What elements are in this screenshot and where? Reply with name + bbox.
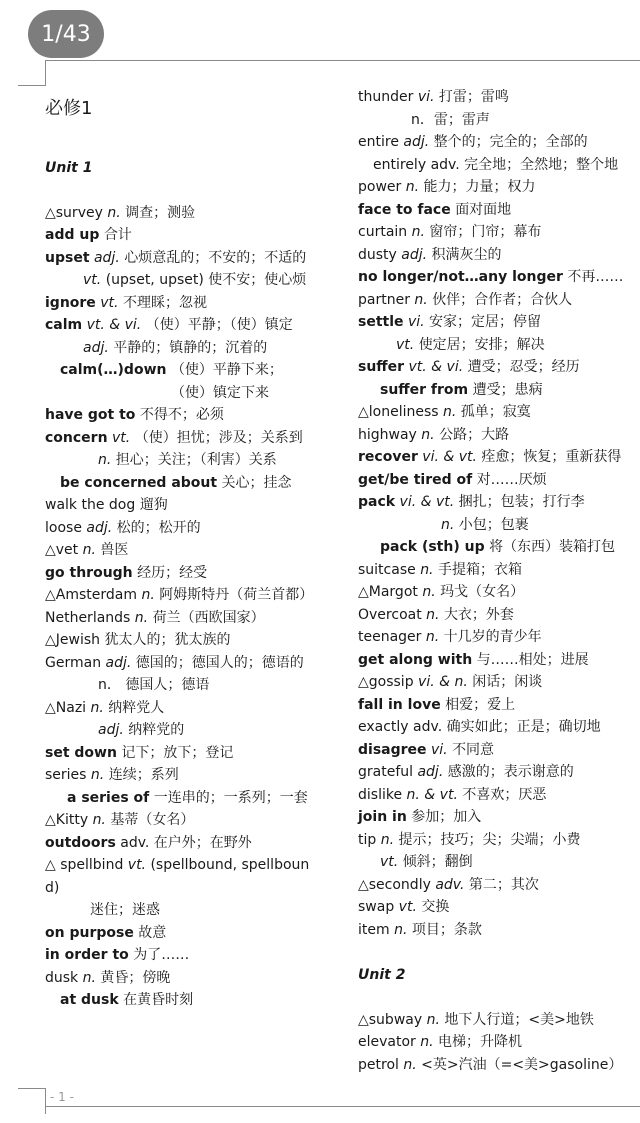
entry-definition: 伙伴；合作者；合伙人: [432, 291, 573, 308]
entry-part-of-speech: n.: [82, 542, 96, 558]
entry-word: thunder: [358, 89, 414, 105]
entry-part-of-speech: n.: [443, 404, 457, 420]
vocab-entry: [358, 919, 634, 942]
entry-part-of-speech: vi. & vt.: [399, 494, 455, 510]
vocab-entry: [45, 314, 317, 337]
entry-part-of-speech: vt.: [100, 294, 119, 311]
entry-definition: 迷住；迷惑: [90, 902, 160, 918]
entry-definition: 合计: [103, 227, 132, 243]
entry-word: swap: [358, 899, 395, 915]
entry-part-of-speech: adj.: [417, 764, 444, 780]
vocab-entry: [45, 584, 317, 607]
vocab-entry: [45, 922, 317, 945]
entry-definition: 为了……: [133, 947, 190, 963]
bottom-margin-line: [18, 1088, 46, 1089]
vocab-entry: [45, 247, 317, 270]
entry-word: recover: [358, 449, 418, 465]
spacer: [45, 134, 317, 157]
bottom-rule: [45, 1106, 640, 1107]
entry-definition: 不喜欢；厌恶: [462, 786, 547, 803]
entry-word: △Jewish: [45, 632, 101, 648]
entry-part-of-speech: adj.: [86, 519, 113, 536]
entry-definition: 调查；测验: [125, 204, 196, 221]
entry-part-of-speech: adj.: [83, 339, 109, 356]
entry-definition: 交换: [421, 899, 450, 915]
vocab-entry: [358, 694, 634, 717]
vocab-entry: [358, 649, 634, 672]
entry-definition: 积满灰尘的: [431, 246, 502, 263]
entry-word: go through: [45, 564, 133, 581]
entry-word: item: [358, 921, 390, 938]
vocab-entry: [45, 382, 317, 405]
entry-definition: 感激的；表示谢意的: [447, 764, 574, 780]
entry-part-of-speech: n.: [403, 1056, 417, 1073]
entry-part-of-speech: n.: [394, 921, 408, 938]
entry-word: fall in love: [358, 696, 441, 713]
vocab-entry: [358, 851, 634, 874]
entry-definition: 纳粹党的: [128, 722, 185, 738]
entry-word: dusty: [358, 246, 397, 263]
vocab-entry: [45, 607, 317, 630]
vocab-entry: [358, 514, 634, 537]
entry-definition: 遛狗: [139, 497, 168, 513]
entry-word: elevator: [358, 1034, 416, 1050]
entry-definition: （使）平静下来；: [170, 362, 283, 378]
vocab-entry: [358, 806, 634, 829]
entry-word: at dusk: [60, 992, 119, 1008]
vocab-entry: [45, 629, 317, 652]
entry-definition: 第二；其次: [468, 876, 539, 893]
entry-word: Netherlands: [45, 609, 131, 626]
entry-part-of-speech: n.: [414, 291, 428, 308]
entry-definition: 与……相处；进展: [476, 651, 589, 668]
spacer: [358, 941, 634, 964]
entry-definition: 平静的；镇静的；沉着的: [113, 339, 268, 356]
entry-definition: 心烦意乱的；不安的；不适的: [124, 249, 307, 266]
section-title: 必修1: [45, 98, 93, 119]
entry-definition: 遭受；忍受；经历: [467, 359, 580, 375]
vocab-entry: [45, 967, 317, 990]
vocab-entry: [358, 424, 634, 447]
vocab-entry: [358, 829, 634, 852]
vocab-entry: [358, 221, 634, 244]
vocab-entry: [358, 356, 634, 379]
entry-word: upset: [45, 249, 90, 266]
entry-part-of-speech: n.: [380, 831, 395, 848]
entry-definition: 关心；挂念: [221, 474, 292, 491]
entry-definition: (upset, upset) 使不安；使心烦: [105, 272, 307, 288]
entry-word: get along with: [358, 651, 473, 668]
vocab-entry: [358, 289, 634, 312]
entry-definition: （使）担忧；涉及；关系到: [134, 429, 303, 446]
entry-definition: 一连串的；一系列；一套: [153, 789, 308, 806]
vocab-entry: [45, 517, 317, 540]
entry-definition: 电梯；升降机: [438, 1034, 523, 1050]
entry-word: △Margot: [358, 584, 418, 600]
entry-definition: 不理睬；忽视: [122, 294, 207, 311]
entry-part-of-speech: vt.: [398, 899, 417, 915]
vocab-entry: [358, 491, 634, 514]
entry-word: △Kitty: [45, 812, 89, 828]
vocab-column-right: [358, 86, 634, 1076]
entry-part-of-speech: vt.: [112, 429, 131, 446]
entry-part-of-speech: vt. & vi.: [408, 359, 464, 375]
vocab-entry: [358, 176, 634, 199]
entry-word: face to face: [358, 201, 451, 218]
entry-definition: （使）镇定下来: [171, 384, 269, 401]
vocab-entry: [358, 604, 634, 627]
entry-word: suffer: [358, 359, 405, 375]
footer-page-number: - 1 -: [50, 1090, 74, 1104]
vocab-entry: [358, 1009, 634, 1032]
entry-word: add up: [45, 227, 100, 243]
entry-part-of-speech: n.: [90, 699, 104, 716]
vocab-entry: [358, 761, 634, 784]
entry-word: calm: [45, 317, 83, 333]
entry-definition: 对……厌烦: [476, 471, 547, 488]
entry-definition: 整个的；完全的；全部的: [433, 134, 588, 150]
entry-definition: adv. 完全地；全然地；整个地: [430, 156, 619, 173]
entry-part-of-speech: vt.: [396, 336, 415, 353]
spacer: [358, 986, 634, 1009]
entry-part-of-speech: adj.: [93, 249, 120, 266]
entry-word: partner: [358, 291, 410, 308]
entry-definition: 纳粹党人: [108, 699, 165, 716]
spacer: [45, 179, 317, 202]
entry-word: △gossip: [358, 674, 414, 690]
entry-part-of-speech: vi. & vt.: [422, 449, 477, 465]
vocab-entry: [45, 719, 317, 742]
vocab-entry: [358, 874, 634, 897]
entry-part-of-speech: vi.: [417, 89, 435, 105]
vocab-entry: [358, 244, 634, 267]
entry-definition: （使）平静；（使）镇定: [145, 317, 293, 333]
vocab-entry: [45, 224, 317, 247]
entry-part-of-speech: n.: [420, 561, 434, 578]
entry-part-of-speech: vt. & vi.: [86, 317, 142, 333]
entry-part-of-speech: n.: [420, 1034, 434, 1050]
entry-part-of-speech: vt.: [127, 857, 147, 873]
top-crop-mark-horizontal: [18, 85, 46, 86]
entry-word: △vet: [45, 542, 79, 558]
entry-word: power: [358, 179, 402, 195]
entry-word: be concerned about: [60, 474, 218, 491]
entry-part-of-speech: n.: [107, 204, 121, 221]
entry-word: △secondly: [358, 876, 431, 893]
vocab-entry: [45, 787, 317, 810]
entry-word: △Nazi: [45, 699, 87, 716]
entry-definition: 窗帘；门帘；幕布: [429, 224, 542, 240]
entry-definition: 连续；系列: [108, 767, 179, 783]
entry-word: no longer/not…any longer: [358, 269, 563, 285]
entry-word: suitcase: [358, 561, 416, 578]
vocab-entry: [45, 359, 317, 382]
entry-word: dislike: [358, 786, 403, 803]
vocab-column-left: [45, 86, 317, 1012]
entry-definition: 德国的；德国人的；德语的: [135, 654, 304, 671]
vocab-entry: [45, 652, 317, 675]
entry-definition: 兽医: [100, 542, 129, 558]
entry-definition: (spellbound, spellbound): [45, 857, 310, 896]
entry-word: suffer from: [380, 381, 469, 398]
entry-part-of-speech: n.: [411, 224, 425, 240]
entry-part-of-speech: n.: [426, 1011, 440, 1028]
entry-part-of-speech: n.: [90, 767, 105, 783]
entry-word: entire: [358, 134, 399, 150]
entry-part-of-speech: adj.: [105, 654, 132, 671]
entry-word: disagree: [358, 741, 427, 758]
vocab-entry: [45, 472, 317, 495]
entry-word: calm(…)down: [60, 362, 167, 378]
entry-word: △loneliness: [358, 404, 439, 420]
vocab-entry: [45, 337, 317, 360]
entry-part-of-speech: vt.: [380, 854, 399, 870]
vocab-entry: [358, 626, 634, 649]
entry-part-of-speech: n.: [425, 629, 440, 645]
entry-word: △Amsterdam: [45, 587, 137, 603]
vocab-entry: [45, 202, 317, 225]
entry-definition: 提示；技巧；尖；尖端；小费: [398, 831, 581, 848]
page-counter-badge[interactable]: 1/43: [28, 10, 104, 58]
entry-word: ignore: [45, 294, 96, 311]
entry-definition: 倾斜；翻倒: [402, 854, 473, 870]
entry-word: teenager: [358, 629, 422, 645]
bottom-crop-mark: [45, 1088, 46, 1114]
vocab-entry: [45, 292, 317, 315]
vocab-entry: [358, 739, 634, 762]
entry-definition: 大衣；外套: [443, 606, 514, 623]
vocab-entry: [358, 784, 634, 807]
entry-word: settle: [358, 314, 404, 330]
entry-word: petrol: [358, 1056, 399, 1073]
entry-definition: 黄昏；傍晚: [100, 969, 171, 986]
entry-word: on purpose: [45, 924, 134, 941]
entry-definition: 安家；定居；停留: [429, 314, 542, 330]
entry-definition: 在黄昏时刻: [123, 992, 194, 1008]
entry-definition: 小包；包裹: [458, 516, 529, 533]
entry-word: Overcoat: [358, 606, 422, 623]
vocab-entry: [45, 764, 317, 787]
entry-definition: 参加；加入: [411, 809, 482, 825]
unit-heading: Unit 1: [45, 159, 93, 176]
vocab-entry: [358, 401, 634, 424]
unit-heading: Unit 2: [358, 966, 406, 983]
entry-definition: 手提箱；衣箱: [437, 561, 522, 578]
vocab-entry: [45, 899, 317, 922]
vocab-entry: [45, 697, 317, 720]
entry-word: grateful: [358, 764, 414, 780]
entry-word: a series of: [67, 789, 150, 806]
entry-definition: 十几岁的青少年: [443, 629, 542, 645]
entry-definition: 遭受；患病: [472, 381, 543, 398]
vocab-entry: [45, 832, 317, 855]
entry-definition: n． 德国人；德语: [98, 677, 210, 693]
entry-definition: 记下；放下；登记: [121, 744, 234, 761]
entry-part-of-speech: n.: [98, 452, 112, 468]
entry-definition: 经历；经受: [137, 564, 208, 581]
entry-part-of-speech: n.: [441, 516, 455, 533]
vocab-entry: [45, 404, 317, 427]
vocab-entry: [358, 379, 634, 402]
entry-definition: 不得不；必须: [139, 407, 224, 423]
entry-definition: 不同意: [452, 741, 495, 758]
entry-word: △subway: [358, 1011, 423, 1028]
vocab-entry: [358, 311, 634, 334]
entry-definition: 捆扎；包装；打行李: [458, 494, 585, 510]
entry-word: loose: [45, 519, 82, 536]
entry-word: exactly: [358, 719, 409, 735]
entry-word: in order to: [45, 947, 129, 963]
vocab-entry: [358, 896, 634, 919]
entry-definition: 打雷；雷鸣: [438, 89, 509, 105]
vocab-entry: [45, 809, 317, 832]
vocab-entry: [45, 539, 317, 562]
vocab-entry: [358, 559, 634, 582]
entry-definition: 孤单；寂寞: [460, 404, 531, 420]
entry-part-of-speech: adj.: [401, 246, 428, 263]
entry-word: get/be tired of: [358, 471, 473, 488]
entry-part-of-speech: adv.: [435, 876, 465, 893]
entry-word: △survey: [45, 204, 103, 221]
vocab-entry: [358, 109, 634, 132]
vocab-entry: [45, 269, 317, 292]
entry-part-of-speech: n. & vt.: [406, 786, 458, 803]
entry-definition: 荷兰（西欧国家）: [152, 609, 265, 626]
entry-part-of-speech: n.: [405, 179, 420, 195]
entry-part-of-speech: vi.: [407, 314, 425, 330]
entry-definition: <英>汽油（=<美>gasoline）: [421, 1056, 623, 1073]
vocab-entry: [358, 716, 634, 739]
entry-word: walk the dog: [45, 497, 136, 513]
entry-word: German: [45, 654, 102, 671]
vocab-entry: [358, 536, 634, 559]
entry-definition: 相爱；爱上: [445, 696, 516, 713]
entry-definition: 公路；大路: [439, 426, 510, 443]
vocab-entry: [358, 266, 634, 289]
vocab-entry: [45, 427, 317, 450]
entry-part-of-speech: vt.: [83, 272, 102, 288]
entry-part-of-speech: n.: [141, 587, 155, 603]
vocab-entry: [358, 334, 634, 357]
entry-part-of-speech: n.: [421, 426, 435, 443]
entry-word: entirely: [373, 156, 427, 173]
entry-definition: 将（东西）装箱打包: [489, 539, 616, 555]
entry-part-of-speech: vi.: [430, 741, 448, 758]
entry-definition: 阿姆斯特丹（荷兰首都）: [159, 587, 314, 603]
entry-definition: 担心；关注；（利害）关系: [115, 452, 277, 468]
entry-definition: 故意: [138, 924, 167, 941]
vocab-entry: [358, 1031, 634, 1054]
vocab-entry: [45, 494, 317, 517]
entry-definition: adv. 在户外；在野外: [120, 834, 252, 851]
entry-word: △ spellbind: [45, 857, 124, 873]
vocab-entry: [358, 199, 634, 222]
entry-word: pack: [358, 494, 396, 510]
vocab-entry: [45, 562, 317, 585]
entry-definition: 痊愈；恢复；重新获得: [481, 449, 622, 465]
vocab-entry: [45, 674, 317, 697]
entry-word: series: [45, 767, 87, 783]
entry-word: highway: [358, 426, 417, 443]
vocab-entry: [358, 131, 634, 154]
vocab-entry: [45, 944, 317, 967]
vocab-entry: [45, 449, 317, 472]
entry-word: dusk: [45, 969, 79, 986]
entry-definition: adv. 确实如此；正是；确切地: [413, 719, 601, 735]
entry-part-of-speech: adj.: [403, 134, 430, 150]
entry-definition: 松的；松开的: [116, 519, 201, 536]
entry-word: have got to: [45, 407, 136, 423]
vocab-entry: [358, 671, 634, 694]
entry-part-of-speech: n.: [92, 812, 106, 828]
entry-part-of-speech: adj.: [98, 722, 124, 738]
vocab-entry: [358, 581, 634, 604]
vocab-entry: [45, 989, 317, 1012]
vocab-entry: [45, 742, 317, 765]
entry-word: join in: [358, 809, 407, 825]
entry-word: concern: [45, 429, 108, 446]
entry-part-of-speech: n.: [426, 606, 440, 623]
entry-part-of-speech: n.: [422, 584, 436, 600]
entry-definition: n．雷；雷声: [411, 111, 490, 128]
entry-definition: 地下人行道；<美>地铁: [444, 1011, 594, 1028]
entry-part-of-speech: n.: [82, 969, 96, 986]
top-crop-mark: [45, 60, 46, 86]
entry-definition: 犹太人的；犹太族的: [104, 632, 231, 648]
entry-definition: 闲话；闲谈: [472, 674, 543, 690]
entry-definition: 项目；条款: [411, 921, 482, 938]
top-margin-line: [45, 60, 640, 61]
vocab-entry: [358, 154, 634, 177]
vocab-entry: [358, 1054, 634, 1077]
entry-word: tip: [358, 831, 377, 848]
entry-definition: 基蒂（女名）: [110, 812, 195, 828]
entry-part-of-speech: vi. & n.: [418, 674, 468, 690]
entry-word: curtain: [358, 224, 408, 240]
entry-word: pack (sth) up: [380, 539, 485, 555]
entry-part-of-speech: n.: [134, 609, 149, 626]
vocab-entry: [358, 446, 634, 469]
entry-word: set down: [45, 744, 117, 761]
vocab-entry: [45, 854, 317, 899]
vocab-entry: [358, 469, 634, 492]
entry-word: outdoors: [45, 834, 116, 851]
entry-definition: 能力；力量；权力: [423, 179, 536, 195]
entry-definition: 玛戈（女名）: [440, 584, 525, 600]
entry-definition: 不再……: [567, 269, 624, 285]
entry-definition: 使定居；安排；解决: [418, 336, 545, 353]
entry-definition: 面对面地: [455, 201, 512, 218]
vocab-entry: [358, 86, 634, 109]
